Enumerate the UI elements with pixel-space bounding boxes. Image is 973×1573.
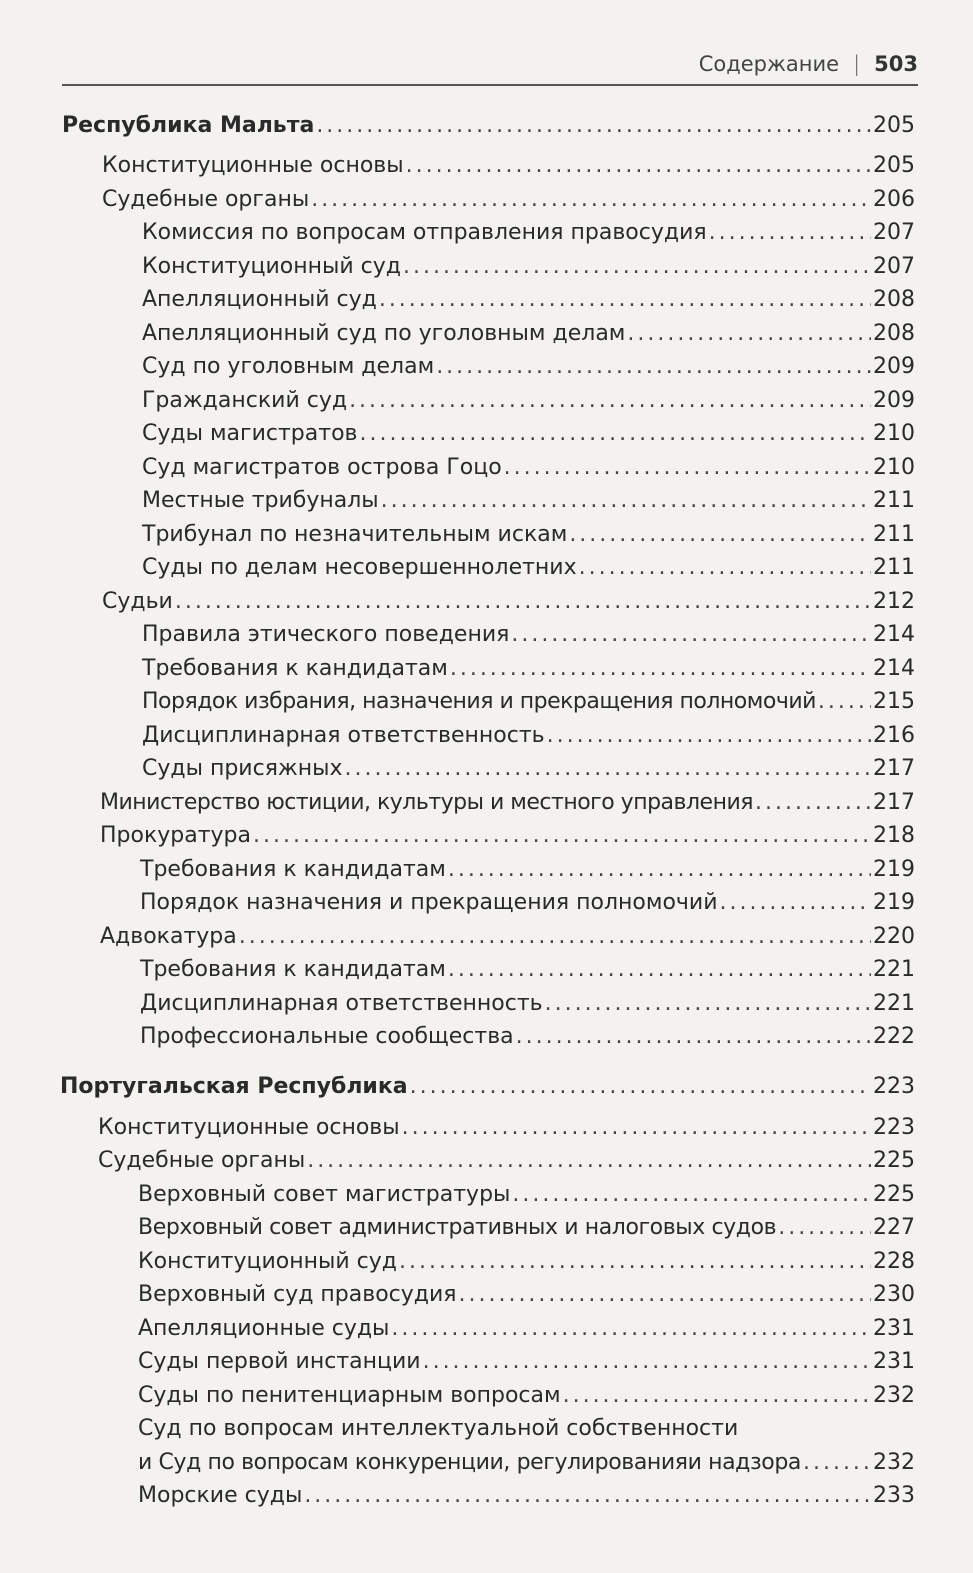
toc-page: 215 [873,689,915,714]
toc-entry [142,247,915,281]
toc-title: Верховный суд правосудия [138,1282,457,1307]
header-separator: | [853,52,861,76]
toc-page: 228 [873,1249,915,1274]
toc-title: Конституционный суд [138,1249,397,1274]
toc-title: Профессиональные сообщества [140,1024,514,1049]
toc-title: Апелляционный суд [142,287,377,312]
toc-title-continued: и Суд по вопросам конкуренции, регулированияи надзора [138,1450,801,1475]
toc-title: Республика Мальта [62,113,315,138]
toc-page: 207 [873,254,915,279]
toc-title: Дисциплинарная ответственность [140,991,543,1016]
toc-title: Порядок назначения и прекращения полномочий [140,890,718,915]
toc-entry [140,950,915,984]
toc-title: Правила этического поведения [142,622,510,647]
toc-title: Конституционный суд [142,254,401,279]
toc-title: Конституционные основы [102,153,404,178]
toc-entry [142,414,915,448]
toc-page: 222 [873,1024,915,1049]
toc-page: 227 [873,1215,915,1240]
toc-title: Судебные органы [102,187,310,212]
toc-page: 225 [873,1148,915,1173]
toc-entry-line1 [138,1409,738,1443]
toc-entry [142,515,915,549]
toc-entry [142,448,915,482]
toc-entry [98,1108,915,1142]
toc-entry [138,1476,915,1510]
toc-title: Конституционные основы [98,1115,400,1140]
toc-page: 209 [873,388,915,413]
toc-entry [142,649,915,683]
header-page-number: 503 [874,52,918,76]
toc-page: 214 [873,656,915,681]
toc-title: Суд по вопросам интеллектуальной собственности [138,1416,739,1441]
toc-title: Прокуратура [100,823,252,848]
running-header [62,46,918,86]
toc-page: 207 [873,220,915,245]
toc-title: Требования к кандидатам [140,857,446,882]
toc-title: Судебные органы [98,1148,306,1173]
toc-title: Местные трибуналы [142,488,379,513]
toc-page: 210 [873,421,915,446]
toc-page: 231 [873,1316,915,1341]
toc-title: Суд магистратов острова Гоцо [142,455,502,480]
toc-title: Порядок избрания, назначения и прекращения полномочий [142,689,816,714]
toc-page: 221 [873,991,915,1016]
toc-page: 212 [873,589,915,614]
toc-entry [142,682,915,716]
toc-title: Трибунал по незначительным искам [142,522,568,547]
toc-entry [138,1208,915,1242]
toc-page: 211 [873,488,915,513]
toc-page: 218 [873,823,915,848]
toc-title: Верховный совет магистратуры [138,1182,511,1207]
toc-page: 225 [873,1182,915,1207]
toc-entry [138,1309,915,1343]
toc-page: 211 [873,555,915,580]
toc-page: 211 [873,522,915,547]
toc-entry [142,481,915,515]
toc-page: 210 [873,455,915,480]
toc-page: 232 [873,1450,915,1475]
toc-page: 223 [873,1074,915,1099]
toc-page: 231 [873,1349,915,1374]
toc-title: Комиссия по вопросам отправления правосудия [142,220,707,245]
toc-title: Суды по пенитенциарным вопросам [138,1383,561,1408]
toc-page: 230 [873,1282,915,1307]
toc-entry [142,548,915,582]
toc-title: Дисциплинарная ответственность [142,723,545,748]
toc-page: 217 [873,756,915,781]
toc-title: Верховный совет административных и налоговых судов [138,1215,777,1240]
toc-entry [140,883,915,917]
toc-entry [142,615,915,649]
toc-title: Гражданский суд [142,388,348,413]
toc-page: 232 [873,1383,915,1408]
toc-entry [142,749,915,783]
toc-chapter-portugal [60,1067,915,1101]
toc-entry [142,716,915,750]
toc-entry [140,1017,915,1051]
toc-page: 221 [873,957,915,982]
toc-title: Морские суды [138,1483,303,1508]
toc-page: 233 [873,1483,915,1508]
toc-entry [142,213,915,247]
toc-title: Суд по уголовным делам [142,354,435,379]
toc-chapter-malta [62,106,915,140]
toc-entry [138,1175,915,1209]
toc-title: Суды первой инстанции [138,1349,421,1374]
toc-title: Требования к кандидатам [140,957,446,982]
toc-entry [138,1342,915,1376]
toc-title: Адвокатура [100,924,237,949]
toc-entry [100,917,915,951]
toc-entry [138,1376,915,1410]
toc-title: Требования к кандидатам [142,656,448,681]
toc-page: 214 [873,622,915,647]
toc-entry [140,984,915,1018]
toc-entry-line2 [138,1443,915,1477]
toc-entry [100,816,915,850]
toc-page: 205 [873,153,915,178]
toc-title: Суды присяжных [142,756,343,781]
toc-title: Суды по делам несовершеннолетних [142,555,577,580]
toc-entry [98,1141,915,1175]
toc-entry [100,783,915,817]
toc-page: 219 [873,857,915,882]
toc-title: Апелляционный суд по уголовным делам [142,321,626,346]
toc-entry [102,582,915,616]
toc-page: 220 [873,924,915,949]
toc-entry [142,280,915,314]
toc-page: 209 [873,354,915,379]
toc-entry [138,1275,915,1309]
toc-entry [102,146,915,180]
toc-title: Судьи [102,589,173,614]
header-section-title: Содержание [698,52,840,76]
toc-entry [142,347,915,381]
toc-page: 208 [873,287,915,312]
toc-entry [140,850,915,884]
toc-page: 219 [873,890,915,915]
toc-title: Португальская Республика [60,1074,408,1099]
toc-entry [102,180,915,214]
toc-title: Апелляционные суды [138,1316,390,1341]
toc-entry [142,381,915,415]
toc-page: 223 [873,1115,915,1140]
toc-page: 208 [873,321,915,346]
toc-page: 217 [873,790,915,815]
toc-page: 216 [873,723,915,748]
toc-title: Суды магистратов [142,421,358,446]
toc-title: Министерство юстиции, культуры и местного управления [100,790,754,815]
toc-page: 205 [873,113,915,138]
toc-entry [142,314,915,348]
toc-page: 206 [873,187,915,212]
toc-entry [138,1242,915,1276]
